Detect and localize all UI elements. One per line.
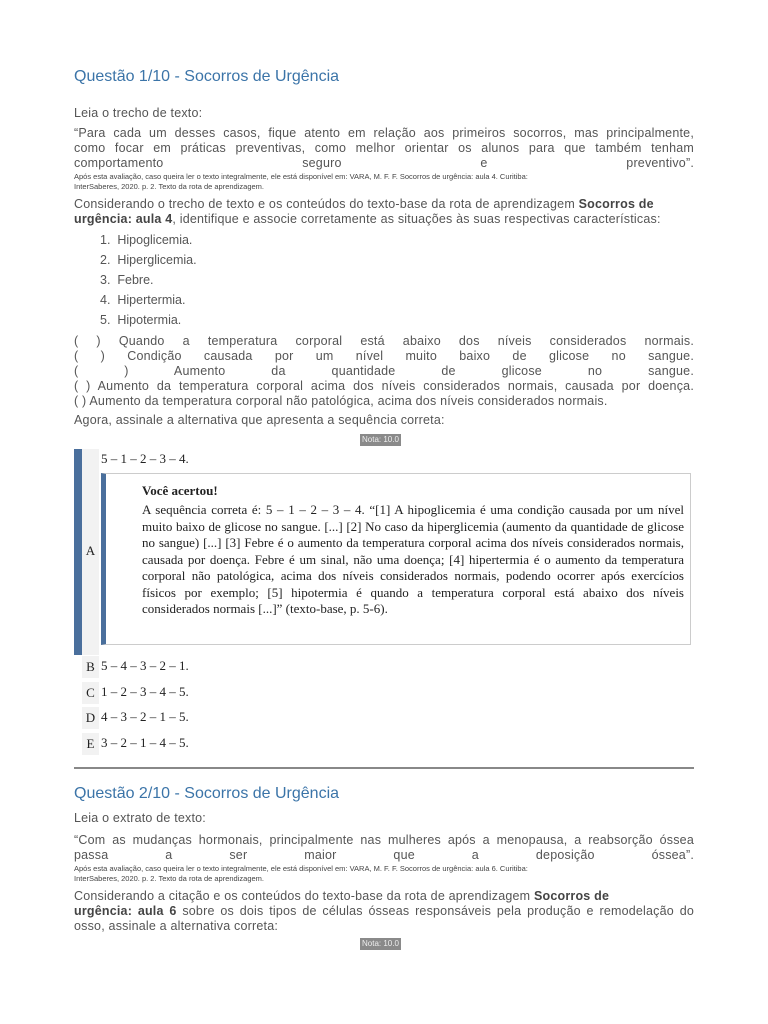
q2-lead: Leia o extrato de texto: xyxy=(74,811,206,825)
q2-prompt-text: Considerando a citação e os conteúdos do texto-base da rota de aprendizagem xyxy=(74,889,534,903)
option-letter: C xyxy=(82,682,99,704)
feedback-body: A sequência correta é: 5 – 1 – 2 – 3 – 4. “[1] A hipoglicemia é uma condição causada por um nível muito baixo de glicose no sangue. [...] [2] No caso da hiperglicemia (aumento da quantidade de glicose no sangue) [...] [3] Febre é o aumento da temperatura corporal acima dos níveis considerados normais, causada por doença. Febre é um sinal, não uma doença; [4] hipertermia é o aumento da temperatura corporal não patológica, acima dos níveis considerados normais, podendo ocorrer após exercícios físicos por exemplo; [5] hipotermia é quando a temperatura corporal está abaixo dos níveis considerados normais [...]” (texto-base, p. 5-6). xyxy=(142,502,684,616)
option-a-text[interactable]: 5 – 1 – 2 – 3 – 4. xyxy=(101,451,189,466)
q2-prompt xyxy=(74,889,694,934)
q1-prompt-bold: urgência: aula 4 xyxy=(74,212,173,226)
q2-citation-line: Após esta avaliação, caso queira ler o texto integralmente, ele está disponível em: VARA, M. F. F. Socorros de urgência: aula 6. Curitiba: xyxy=(74,864,528,873)
list-item: 4. Hipertermia. xyxy=(100,293,186,307)
list-item: 1. Hipoglicemia. xyxy=(100,233,193,247)
statement: ( ) Aumento da temperatura corporal acima dos níveis considerados normais, causada por doença. xyxy=(74,379,694,393)
q1-instruction: Agora, assinale a alternativa que apresenta a sequência correta: xyxy=(74,413,445,427)
list-item: 2. Hiperglicemia. xyxy=(100,253,197,267)
q2-quote xyxy=(74,833,694,863)
feedback-title: Você acertou! xyxy=(142,483,218,498)
q2-citation-line: InterSaberes, 2020. p. 2. Texto da rota de aprendizagem. xyxy=(74,874,264,883)
option-text: 5 – 4 – 3 – 2 – 1. xyxy=(101,658,189,673)
statement: ( ) Aumento da quantidade de glicose no sangue. xyxy=(74,364,694,378)
q1-citation xyxy=(74,172,694,192)
q2-prompt-bold: Socorros de xyxy=(533,889,610,903)
grade-badge: Nota: 10.0 xyxy=(362,939,399,948)
q1-prompt-text: , identifique e associe corretamente as situações às suas respectivas características: xyxy=(172,212,661,226)
list-item: 5. Hipotermia. xyxy=(100,313,182,327)
option-text: 1 – 2 – 3 – 4 – 5. xyxy=(101,684,189,699)
statement: ( ) Quando a temperatura corporal está abaixo dos níveis considerados normais. xyxy=(74,334,694,348)
q2-quote-line: “Com as mudanças hormonais, principalmente nas mulheres após a menopausa, a reabsorção óssea xyxy=(74,833,694,847)
option-text: 3 – 2 – 1 – 4 – 5. xyxy=(101,735,189,750)
q1-quote xyxy=(74,126,694,171)
q1-statements xyxy=(74,334,694,409)
option-text: 4 – 3 – 2 – 1 – 5. xyxy=(101,709,189,724)
option-a-letter-cell[interactable] xyxy=(82,449,99,655)
q1-prompt-text: Considerando o trecho de texto e os conteúdos do texto-base da rota de aprendizagem xyxy=(74,197,579,211)
statement: ( ) Condição causada por um nível muito baixo de glicose no sangue. xyxy=(74,349,694,363)
q2-citation xyxy=(74,864,694,884)
question-2-title: Questão 2/10 - Socorros de Urgência xyxy=(74,785,340,802)
q1-prompt-bold: Socorros de xyxy=(578,197,654,211)
q1-quote-line: como focar em práticas preventivas, como melhor orientar os alunos para que também tenham xyxy=(74,141,694,155)
q1-citation-line: Após esta avaliação, caso queira ler o texto integralmente, ele está disponível em: VARA, M. F. F. Socorros de urgência: aula 4. Curitiba: xyxy=(74,172,528,181)
q1-prompt xyxy=(74,197,694,227)
question-divider xyxy=(74,767,694,769)
q1-item-list xyxy=(100,230,197,330)
q1-citation-line: InterSaberes, 2020. p. 2. Texto da rota de aprendizagem. xyxy=(74,182,264,191)
q1-quote-line: “Para cada um desses casos, fique atento em relação aos primeiros socorros, mas principalmente, xyxy=(74,126,694,140)
grade-badge: Nota: 10.0 xyxy=(362,435,399,444)
option-letter: E xyxy=(82,733,99,755)
q2-quote-line: passa a ser maior que a deposição óssea”. xyxy=(74,848,694,862)
statement: ( ) Aumento da temperatura corporal não patológica, acima dos níveis considerados normais. xyxy=(74,394,608,408)
selected-answer-marker xyxy=(74,449,82,655)
option-letter: D xyxy=(82,707,99,729)
q1-lead: Leia o trecho de texto: xyxy=(74,106,203,120)
question-1-title: Questão 1/10 - Socorros de Urgência xyxy=(74,68,340,85)
option-letter: A xyxy=(85,543,96,558)
list-item: 3. Febre. xyxy=(100,273,154,287)
q1-quote-line: comportamento seguro e preventivo”. xyxy=(74,156,694,170)
q2-prompt-bold: urgência: aula 6 xyxy=(74,904,177,918)
option-letter: B xyxy=(82,656,99,678)
q2-prompt-text: sobre os dois tipos de células ósseas responsáveis pela produção e remodelação do osso, assinale a alternativa correta: xyxy=(74,904,695,933)
